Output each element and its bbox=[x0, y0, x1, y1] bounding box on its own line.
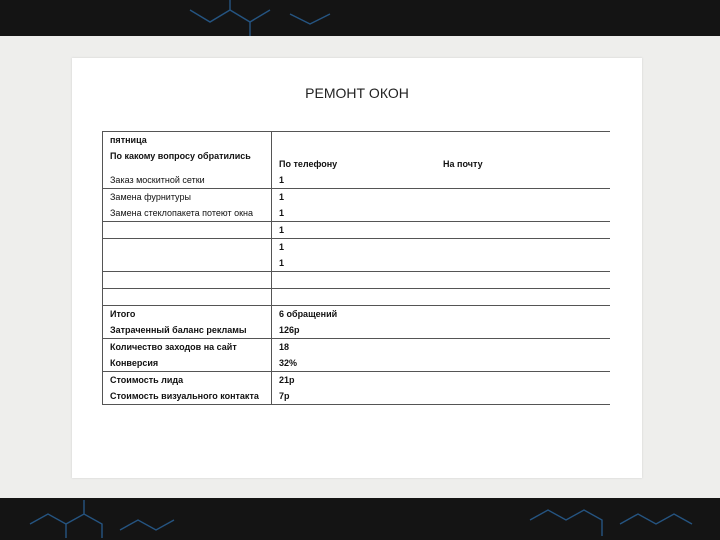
document-title: РЕМОНТ ОКОН bbox=[305, 85, 409, 101]
row-label: пятница bbox=[103, 132, 272, 149]
row-label: Итого bbox=[103, 306, 272, 323]
empty-row bbox=[103, 272, 611, 289]
table-row bbox=[103, 132, 611, 149]
row-label: Стоимость визуального контакта bbox=[103, 388, 272, 405]
survey-table bbox=[102, 131, 610, 405]
row-value: 1 bbox=[272, 205, 611, 222]
row-value: 1 bbox=[279, 225, 285, 235]
row-value: 6 обращений bbox=[279, 309, 338, 319]
row-value: 126р bbox=[272, 322, 611, 339]
email-column-header: На почту bbox=[443, 159, 483, 169]
row-value: 1 bbox=[272, 189, 611, 206]
document-page bbox=[72, 58, 642, 478]
table-row bbox=[103, 355, 611, 372]
table-row bbox=[103, 222, 611, 239]
table-row bbox=[103, 322, 611, 339]
table-row bbox=[103, 148, 611, 172]
table-row bbox=[103, 339, 611, 356]
table-row bbox=[103, 205, 611, 222]
table-row bbox=[103, 239, 611, 256]
row-value: 1 bbox=[272, 255, 611, 272]
row-value: 32% bbox=[272, 355, 611, 372]
molecule-decoration-bottom-right bbox=[520, 494, 710, 540]
row-label: Стоимость лида bbox=[103, 372, 272, 389]
row-value: 21р bbox=[279, 375, 295, 385]
table-row bbox=[103, 388, 611, 405]
row-value: 7р bbox=[272, 388, 611, 405]
row-label: Затраченный баланс рекламы bbox=[103, 322, 272, 339]
row-label bbox=[103, 222, 272, 239]
row-value: 1 bbox=[279, 175, 285, 185]
row-label: По какому вопросу обратились bbox=[103, 148, 272, 172]
table-row bbox=[103, 306, 611, 323]
row-label: Заказ москитной сетки bbox=[103, 172, 272, 189]
row-label: Конверсия bbox=[103, 355, 272, 372]
empty-row bbox=[103, 289, 611, 306]
phone-column-header: По телефону bbox=[279, 159, 338, 169]
table-row bbox=[103, 255, 611, 272]
row-label: Замена фурнитуры bbox=[103, 189, 272, 206]
table-row bbox=[103, 189, 611, 206]
row-label: Замена стеклопакета потеют окна bbox=[103, 205, 272, 222]
row-value: 18 bbox=[279, 342, 290, 352]
molecule-decoration-top bbox=[180, 0, 340, 40]
row-label bbox=[103, 239, 272, 256]
row-label: Количество заходов на сайт bbox=[103, 339, 272, 356]
molecule-decoration-bottom-left bbox=[20, 494, 220, 540]
table-row bbox=[103, 172, 611, 189]
row-label bbox=[103, 255, 272, 272]
table-row bbox=[103, 372, 611, 389]
row-value: 1 bbox=[272, 239, 611, 256]
